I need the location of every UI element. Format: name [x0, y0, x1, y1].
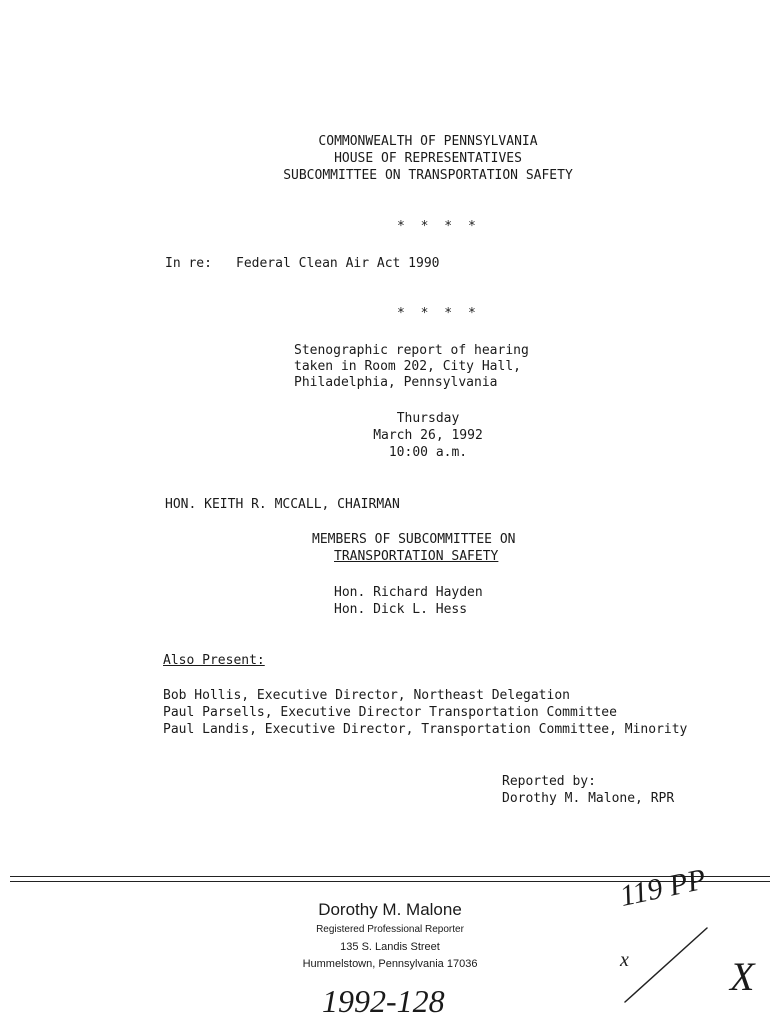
- member-name: Hon. Dick L. Hess: [334, 602, 468, 617]
- reporter-name: Dorothy M. Malone, RPR: [502, 791, 675, 806]
- chairman: HON. KEITH R. MCCALL, CHAIRMAN: [165, 497, 400, 512]
- stamp-city: Hummelstown, Pennsylvania 17036: [302, 958, 478, 970]
- hearing-time: 10:00 a.m.: [388, 445, 468, 460]
- reported-by-label: Reported by:: [502, 774, 596, 789]
- also-present-heading: Also Present:: [163, 653, 265, 668]
- in-re-subject: Federal Clean Air Act 1990: [236, 256, 440, 271]
- handwritten-page-count: 119 PP: [616, 862, 709, 914]
- in-re-label: In re:: [165, 256, 212, 271]
- hearing-date: March 26, 1992: [373, 428, 483, 443]
- members-heading-1: MEMBERS OF SUBCOMMITTEE ON: [312, 532, 516, 547]
- attendee: Paul Parsells, Executive Director Transportation Committee: [163, 705, 617, 720]
- separator-2: * * * *: [397, 306, 480, 321]
- handwritten-mark-x-large: X: [730, 954, 755, 999]
- attendee: Bob Hollis, Executive Director, Northeast Delegation: [163, 688, 570, 703]
- stamp-street: 135 S. Landis Street: [340, 941, 440, 953]
- separator-1: * * * *: [397, 219, 480, 234]
- report-line-1: Stenographic report of hearing: [294, 343, 529, 358]
- stamp-name: Dorothy M. Malone: [318, 900, 462, 919]
- members-heading-2: TRANSPORTATION SAFETY: [334, 549, 499, 564]
- member-name: Hon. Richard Hayden: [334, 585, 483, 600]
- handwritten-mark-x: x: [620, 949, 629, 971]
- handwritten-slash: [615, 920, 715, 1010]
- stamp-title: Registered Professional Reporter: [316, 924, 464, 935]
- header-line-3: SUBCOMMITTEE ON TRANSPORTATION SAFETY: [283, 168, 573, 183]
- hearing-day: Thursday: [396, 411, 460, 426]
- report-line-2: taken in Room 202, City Hall,: [294, 359, 521, 374]
- header-line-1: COMMONWEALTH OF PENNSYLVANIA: [318, 134, 538, 149]
- handwritten-doc-number: 1992-128: [322, 983, 445, 1019]
- report-line-3: Philadelphia, Pennsylvania: [294, 375, 498, 390]
- attendee: Paul Landis, Executive Director, Transportation Committee, Minority: [163, 722, 688, 737]
- header-line-2: HOUSE OF REPRESENTATIVES: [334, 151, 522, 166]
